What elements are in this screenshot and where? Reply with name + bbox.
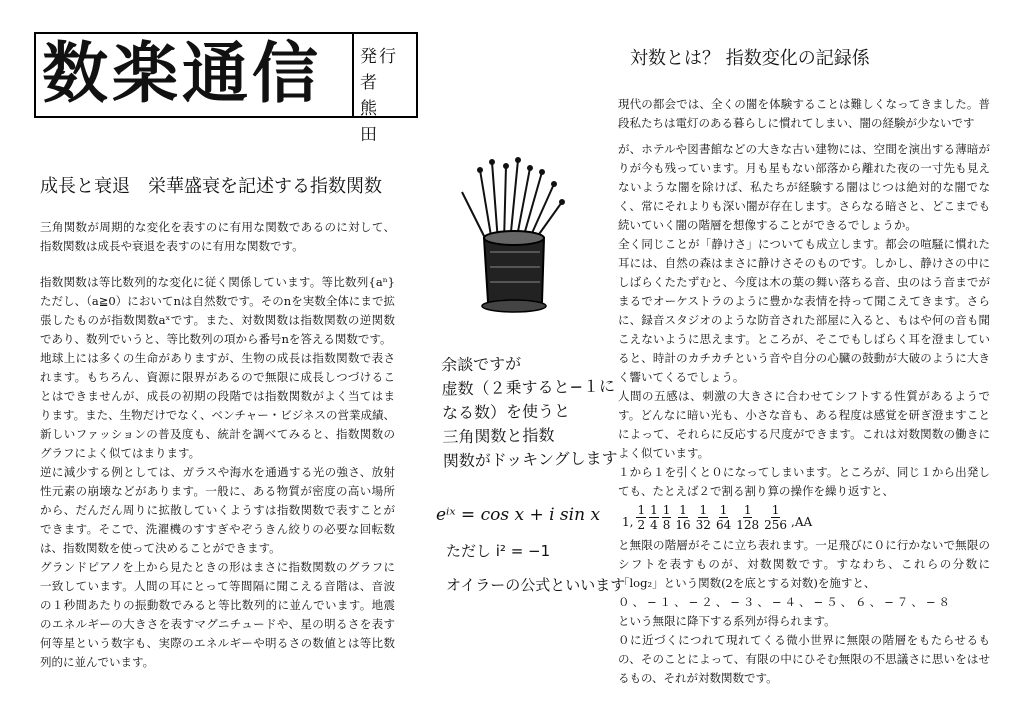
left-article-body — [40, 218, 395, 672]
right-article-intro — [618, 95, 990, 133]
euler-note: オイラーの公式といいます — [446, 576, 626, 594]
paragraph: ０に近づくにつれて現れてくる微小世界に無限の階層をもたらせるもの、そのことによって、有限の中にひそむ無限の不思議さに思いをはせるもの、それが対数関数です。 — [618, 633, 990, 685]
paragraph: 全く同じことが「静けさ」についても成立します。都会の喧騒に慣れた耳には、自然の森はまさに静けさそのものです。しかし、静けさの中にしばらくたたずむと、今度は木の葉の舞い落ちる音、虫のはう音までがまるでオーケストラのように豊かな表情を持って聞こえてきます。さらに、録音スタジオのような防音された部屋に入ると、もはや何の音も聞こえないように思えます。ところが、そこでもしばらく耳を澄ましていると、時計のカチカチという音や自分の心臓の鼓動が大破のように大きく響いてくるでしょう。 — [618, 237, 990, 384]
fraction: $\frac{1}{2}$ — [637, 503, 646, 532]
fraction: $\frac{1}{16}$ — [675, 503, 691, 532]
fraction: $\frac{1}{32}$ — [695, 503, 711, 532]
note-line: 余談ですが — [441, 354, 522, 375]
left-article-heading: 成長と衰退 栄華盛衰を記述する指数関数 — [40, 176, 382, 197]
fraction: $\frac{1}{64}$ — [715, 503, 732, 532]
publisher-label: 発行者 — [360, 47, 398, 93]
masthead — [34, 32, 418, 145]
paragraph: という無限に降下する系列が得られます。 — [618, 614, 836, 628]
fraction: $\frac{1}{4}$ — [650, 503, 658, 532]
log-sequence: ０、−１、−２、−３、−４、−５、６、−７、−８ — [618, 595, 953, 609]
fraction: $\frac{1}{256}$ — [764, 503, 788, 532]
paragraph: 人間の五感は、刺激の大きさに合わせてシフトする性質があるようです。どんなに暗い光も、小さな音も、ある程度は感覚を研ぎ澄ますことによって、それらに反応する尺度ができます。これは対数関数の働きによく似ています。 — [618, 389, 990, 460]
note-line: 関数がドッキングします — [442, 448, 618, 471]
euler-formula: eⁱˣ = cos x + i sin x — [436, 505, 601, 525]
paragraph: 逆に減少する例としては、ガラスや海水を通過する光の強さ、放射性元素の崩壊などがあります。一般に、ある物質が密度の高い場所から、だんだん周りに拡散していくようすは指数関数で表すことができます。そこで、洗濯機のすすぎやぞうきん絞りの必要な回転数は、指数関数を使って決めることができます。 — [40, 465, 395, 555]
paragraph: グランドピアノを上から見たときの形はまさに指数関数のグラフに一致しています。人間の耳にとって等間隔に聞こえる音階は、音波の１秒間あたりの振動数でみると等比数列的に並んでいます。地震のエネルギーの大きさを表すマグニチュードや、星の明るさを表す何等星という数字も、実際のエネルギーや明るさの数値とは等比数列的に並んでいます。 — [40, 560, 395, 669]
publisher — [360, 44, 416, 148]
paragraph: と無限の階層がそこに立ち表れます。一足飛びに０に行かないで無限のシフトを表すものが、対数関数です。すなわち、これらの分数に「log₂」という関数(2を底とする対数)を施すと、 — [618, 538, 990, 590]
handwritten-note — [441, 350, 618, 473]
note-line: 三角関数と指数 — [442, 425, 555, 447]
fraction-sequence — [622, 503, 990, 532]
note-line: なる数）を使うと — [441, 401, 571, 423]
fraction-lead: 1, — [622, 515, 634, 529]
paragraph: 三角関数が周期的な変化を表すのに有用な関数であるのに対して、指数関数は成長や衰退を表すのに有用な関数です。 — [40, 220, 395, 253]
paragraph: が、ホテルや図書館などの大きな古い建物には、空間を演出する薄暗がりが今も残っています。月も星もない部落から離れた夜の一寸先も見えないような闇を除けば、私たちが経験する闇はじつは絶対的な闇でなく、常にそれよりも深い闇が存在します。さらなる暗さと、どこまでも続いていく闇の階層を想像することができるでしょうか。 — [618, 142, 990, 232]
paragraph: 指数関数は等比数列的な変化に従く関係しています。等比数列{aⁿ}ただし、（a≧0）においてnは自然数です。そのnを実数全体にまで拡張したものが指数関数aˣです。また、対数関数は指数関数の逆関数であり、数列でいうと、等比数列の項から番号nを答える関数です。 — [40, 275, 395, 346]
newsletter-title: 数楽通信 — [42, 35, 322, 112]
fraction: $\frac{1}{8}$ — [662, 503, 671, 532]
imaginary-condition: ただし i² = −1 — [446, 542, 551, 560]
masthead-divider — [352, 34, 354, 116]
right-article-body — [618, 140, 990, 688]
fraction-tail: ,AA — [791, 515, 813, 529]
pencil-cup-illustration — [432, 152, 600, 334]
paragraph: １から１を引くと０になってしまいます。ところが、同じ１から出発しても、たとえば２で割る割り算の操作を繰り返すと、 — [618, 465, 990, 498]
paragraph: 地球上には多くの生命がありますが、生物の成長は指数関数で表されます。もちろん、資源に限界があるので無限に成長しつづけることはできませんが、成長の初期の段階では指数関数がよく当てはまります。また、生物だけでなく、ベンチャー・ビジネスの営業成績、新しいファッションの普及度も、統計を調べてみると、指数関数のグラフによく似てはまります。 — [40, 351, 395, 460]
right-article-heading: 対数とは？ 指数変化の記録係 — [630, 48, 870, 69]
note-line: 虚数（２乗すると−１に — [441, 376, 616, 399]
paragraph: 現代の都会では、全くの闇を体験することは難しくなってきました。普段私たちは電灯のある暮らしに慣れてしまい、闇の経験が少ないです — [618, 97, 990, 130]
publisher-name: 熊 田 — [360, 99, 398, 145]
fraction: $\frac{1}{128}$ — [736, 503, 760, 532]
